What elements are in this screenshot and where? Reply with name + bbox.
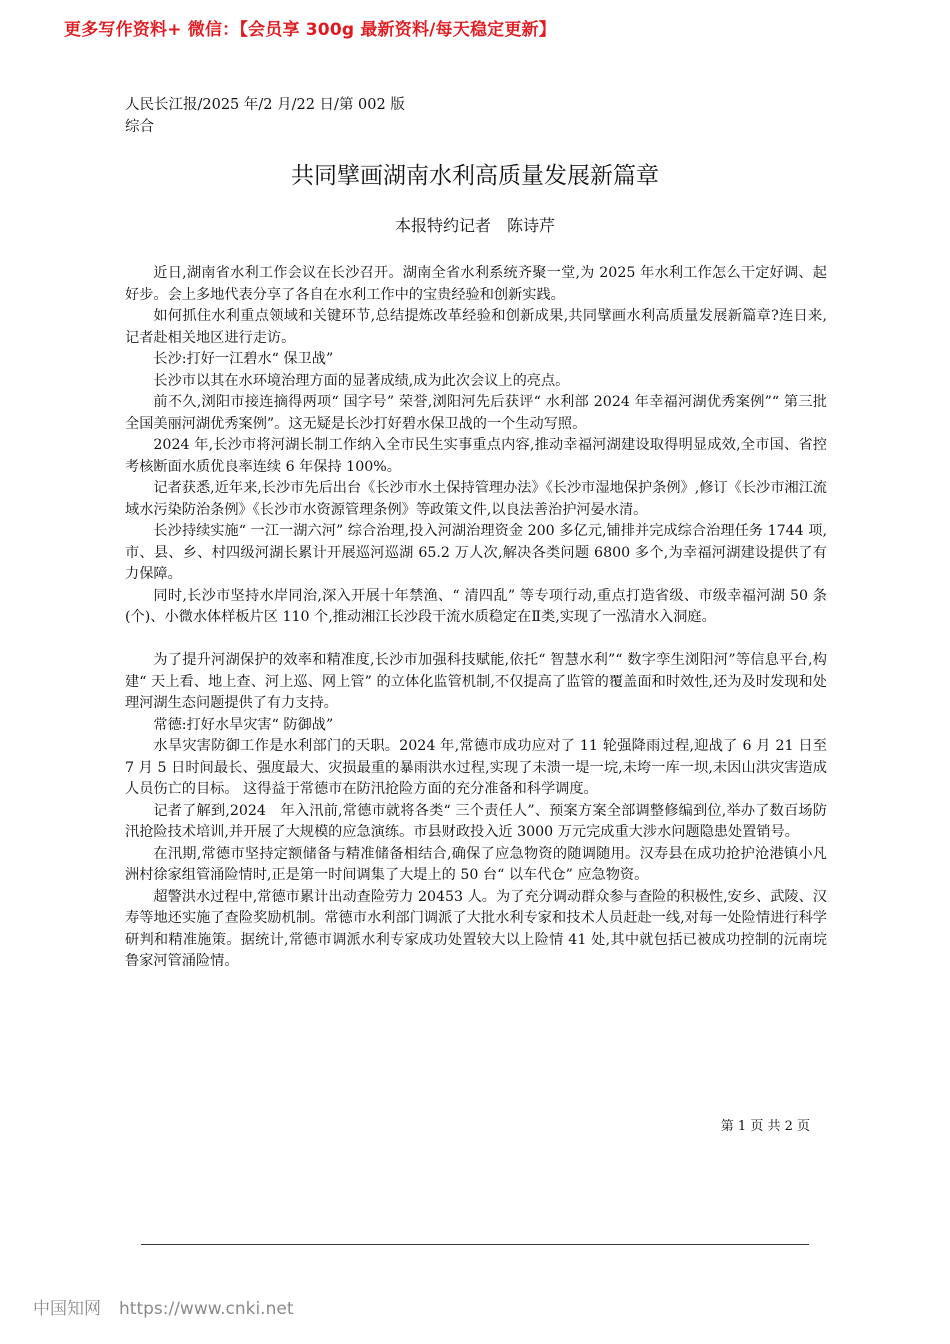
- footer-watermark: [33, 1294, 453, 1319]
- paragraph: 长沙市以其在水环境治理方面的显著成绩,成为此次会议上的亮点。: [153, 372, 570, 389]
- article-title: 共同擘画湖南水利高质量发展新篇章: [291, 163, 659, 189]
- paragraph: 水旱灾害防御工作是水利部门的天职。2024 年,常德市成功应对了 11 轮强降雨过程,迎战了 6 月 21 日至 7 月 5 日时间最长、强度最大、灾损最重的暴雨洪水过程,实现了未溃一堤一垸,未垮一库一坝,未因山洪灾害造成人员伤亡的目标。 这得益于常德市在防汛抢险方面的充分准备和科学调度。: [125, 738, 827, 797]
- paragraph: 近日,湖南省水利工作会议在长沙召开。湖南全省水利系统齐聚一堂,为 2025 年水利工作怎么干定好调、起好步。会上多地代表分享了各自在水利工作中的宝贵经验和创新实践。: [125, 265, 827, 303]
- section-heading: 常德:打好水旱灾害“ 防御战”: [153, 716, 334, 733]
- paragraph: 记者了解到,2024 年入汛前,常德市就将各类“ 三个责任人”、预案方案全部调整修编到位,举办了数百场防汛抢险技术培训,并开展了大规模的应急演练。市县财政投入近 3000 万元完成重大涉水问题隐患处置销号。: [125, 802, 827, 840]
- paragraph: 在汛期,常德市坚持定额储备与精准储备相结合,确保了应急物资的随调随用。汉寿县在成功抢护沧港镇小凡洲村徐家组管涌险情时,正是第一时间调集了大堤上的 50 台“ 以车代仓” 应急物资。: [125, 845, 827, 883]
- footer-divider: [141, 1244, 809, 1245]
- page-number: 第 1 页 共 2 页: [720, 1119, 810, 1134]
- promo-banner: 更多写作资料+ 微信：【会员享 300g 最新资料/每天稳定更新】: [64, 20, 556, 40]
- paragraph: 超警洪水过程中,常德市累计出动查险劳力 20453 人。为了充分调动群众参与查险的积极性,安乡、武陵、汉寿等地还实施了查险奖励机制。常德市水利部门调派了大批水利专家和技术人员赶赴一线,对每一处险情进行科学研判和精准施策。据统计,常德市调派水利专家成功处置较大以上险情 41 处,其中就包括已被成功控制的沅南垸鲁家河管涌险情。: [125, 888, 827, 969]
- paragraph: 记者获悉,近年来,长沙市先后出台《长沙市水土保持管理办法》《长沙市湿地保护条例》,修订《长沙市湘江流域水污染防治条例》《长沙市水资源管理条例》等政策文件,以良法善治护河晏水清。: [125, 480, 827, 518]
- paragraph: 长沙持续实施“ 一江一湖六河” 综合治理,投入河湖治理资金 200 多亿元,铺排并完成综合治理任务 1744 项,市、县、乡、村四级河湖长累计开展巡河巡湖 65.2 万人次,解决各类问题 6800 多个,为幸福河湖建设提供了有力保障。: [125, 523, 827, 582]
- section-heading: 长沙:打好一江碧水“ 保卫战”: [153, 351, 334, 367]
- article-body: [125, 263, 827, 973]
- site-url: https://www.cnki.net: [119, 1299, 294, 1319]
- site-name: 中国知网: [33, 1299, 101, 1319]
- paragraph: 同时,长沙市坚持水岸同治,深入开展十年禁渔、“ 清四乱” 等专项行动,重点打造省级、市级幸福河湖 50 条(个)、小微水体样板片区 110 个,推动湘江长沙段干流水质稳定在Ⅱ类,实现了一泓清水入洞庭。: [125, 587, 827, 625]
- paragraph: 前不久,浏阳市接连摘得两项“ 国字号” 荣誉,浏阳河先后获评“ 水利部 2024 年幸福河湖优秀案例”“ 第三批全国美丽河湖优秀案例”。这无疑是长沙打好碧水保卫战的一个生动写照。: [125, 394, 827, 432]
- paragraph: 为了提升河湖保护的效率和精准度,长沙市加强科技赋能,依托“ 智慧水利”“ 数字孪生浏阳河”等信息平台,构建“ 天上看、地上查、河上巡、网上管” 的立体化监管机制,不仅提高了监管的覆盖面和时效性,还为及时发现和处理河湖生态问题提供了有力支持。: [125, 652, 827, 711]
- source-line: 人民长江报/2025 年/2 月/22 日/第 002 版综合: [125, 97, 405, 135]
- paragraph-spacer: [125, 629, 827, 651]
- article-byline: 本报特约记者 陈诗芹: [394, 216, 555, 235]
- paragraph: 2024 年,长沙市将河湖长制工作纳入全市民生实事重点内容,推动幸福河湖建设取得明显成效,全市国、省控考核断面水质优良率连续 6 年保持 100%。: [125, 437, 827, 475]
- paragraph: 如何抓住水利重点领域和关键环节,总结提炼改革经验和创新成果,共同擘画水利高质量发展新篇章?连日来,记者赴相关地区进行走访。: [125, 308, 827, 346]
